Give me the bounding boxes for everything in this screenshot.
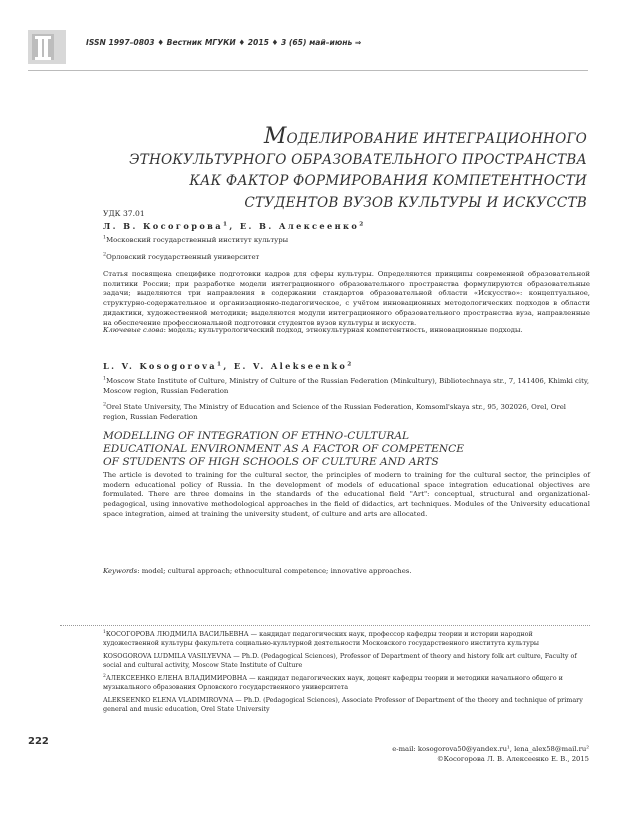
author-1: Л. В. Косогорова xyxy=(103,221,223,231)
title-en-line-1: MODELLING OF INTEGRATION OF ETHNO-CULTURAL xyxy=(103,430,410,442)
note-text: АЛЕКСЕЕНКО ЕЛЕНА ВЛАДИМИРОВНА — кандидат педагогических наук, доцент кафедры теории и методики начального общего и музыкального образования Орловского государственного университета xyxy=(103,674,563,691)
author-sep-en: , xyxy=(223,361,234,371)
note-text: КОСОГОРОВА ЛЮДМИЛА ВАСИЛЬЕВНА — кандидат педагогических наук, профессор кафедры теории и истории народной художественной культуры факультета социально-культурной деятельности Московского государственного института культуры xyxy=(103,630,540,647)
title-drop-letter: М xyxy=(263,124,287,149)
keywords-en xyxy=(103,567,590,577)
keywords-label: Ключевые слова xyxy=(103,326,164,334)
title-line-3: КАК ФАКТОР ФОРМИРОВАНИЯ КОМПЕТЕНТНОСТИ xyxy=(189,173,587,190)
keywords-ru xyxy=(103,326,590,336)
page-number: 222 xyxy=(28,736,49,747)
note-en-2 xyxy=(103,696,590,714)
authors-en xyxy=(103,362,590,372)
note-text: KOSOGOROVA LUDMILA VASILYEVNA — Ph.D. (Pedagogical Sciences), Professor of Department of theory and history folk art culture, Faculty of social and cultural activity, Moscow State Institute of Culture xyxy=(103,652,577,669)
copyright: ©Косогорова Л. В. Алексеенко Е. В., 2015 xyxy=(436,754,589,763)
affiliation-text: Orel State University, The Ministry of Education and Science of the Russian Federation, Komsoml'skaya str., 95, 302026, Orel, Orel region, Russian Federation xyxy=(103,403,567,421)
article-title-en xyxy=(103,430,590,469)
footnote-divider xyxy=(60,625,590,626)
affiliation-en-1 xyxy=(103,377,590,396)
affiliation-sup: 1 xyxy=(103,376,107,382)
affiliation-sup: 1 xyxy=(103,235,107,241)
affiliation-sup: 2 xyxy=(103,402,107,408)
author-1-en: L. V. Kosogorova xyxy=(103,361,217,371)
header-divider xyxy=(28,70,588,71)
keywords-en-text: : model; cultural approach; ethnocultural competence; innovative approaches. xyxy=(137,567,412,575)
note-sup: 1 xyxy=(103,629,106,635)
abstract-en: The article is devoted to training for the cultural sector, the principles of modern to training for the cultural sector, the principles of modern educational policy of Russia. In the development of models of educational space integration educational objectives are formulated. There are three domains in the standards of the educational field "Art": conceptual, structural and organizational-pedagogical, using innovative methodological approaches in the field of didactics, art techniques. Modules of the University educational space integration, aimed at training the university student, of culture and arts are allocated. xyxy=(103,471,590,518)
abstract-ru: Статья посвящена специфике подготовки кадров для сферы культуры. Определяются принципы современной образовательной политики России; при разработке модели интеграционного образовательного пространства формулируются образовательные задачи; выделяются три направления в содержании стандартов образовательной области «Искусство»: концептуальное, структурно-содержательное и организационно-педагогическое, с учётом инновационных методологических подходов в области дидактики, художественной методики; выделяются модули интеграционного образовательного пространства вуза, направленные на обеспечение профессиональной подготовки студентов вузов культуры и искусств. xyxy=(103,270,590,327)
affiliation-en-2 xyxy=(103,403,590,422)
running-header xyxy=(28,26,588,70)
note-en-1 xyxy=(103,652,590,670)
note-ru-1 xyxy=(103,630,590,648)
affiliation-ru-2 xyxy=(103,253,590,263)
author-1-en-sup: 1 xyxy=(216,361,224,368)
title-line-4: СТУДЕНТОВ ВУЗОВ КУЛЬТУРЫ И ИСКУССТВ xyxy=(244,194,587,211)
title-en-line-2: EDUCATIONAL ENVIRONMENT AS A FACTOR OF COMPETENCE xyxy=(103,443,465,455)
journal-line: ISSN 1997–0803 ♦ Вестник МГУКИ ♦ 2015 ♦ 3 (65) май–июнь ⇒ xyxy=(86,38,362,47)
keywords-en-label: Keywords xyxy=(103,567,138,575)
author-2-sup: 2 xyxy=(359,221,366,228)
affiliation-text: Орловский государственный университет xyxy=(106,253,260,261)
journal-logo-icon xyxy=(28,30,66,64)
article-title-ru xyxy=(127,126,587,214)
author-2-en-sup: 2 xyxy=(347,361,354,368)
contact-emails: e-mail: kosogorova50@yandex.ru¹, lena_alex58@mail.ru² xyxy=(392,745,589,753)
title-en-line-3: OF STUDENTS OF HIGH SCHOOLS OF CULTURE AND ARTS xyxy=(103,456,439,468)
keywords-text: : модель; культурологический подход, этнокультурная компетентность, инновационные подходы. xyxy=(163,326,523,334)
title-line-1: ОДЕЛИРОВАНИЕ ИНТЕГРАЦИОННОГО xyxy=(286,131,587,147)
author-sep: , xyxy=(229,221,240,231)
title-line-2: ЭТНОКУЛЬТУРНОГО ОБРАЗОВАТЕЛЬНОГО ПРОСТРАНСТВА xyxy=(129,152,587,169)
affiliation-sup: 2 xyxy=(103,252,107,258)
affiliation-text: Московский государственный институт культуры xyxy=(106,236,289,244)
note-sup: 2 xyxy=(103,673,106,679)
author-1-sup: 1 xyxy=(222,221,230,228)
authors-ru xyxy=(103,222,590,232)
affiliation-text: Moscow State Institute of Culture, Ministry of Culture of the Russian Federation (Minkultury), Bibliotechnaya str., 7, 141406, Khimki city, Moscow region, Russian Federation xyxy=(103,377,590,395)
contacts xyxy=(392,745,589,764)
author-2-en: E. V. Alekseenko xyxy=(233,361,348,371)
udk-code: УДК 37.01 xyxy=(103,209,145,218)
author-notes xyxy=(103,630,590,718)
note-ru-2 xyxy=(103,674,590,692)
note-text: ALEKSEENKO ELENA VLADIMIROVNA — Ph.D. (Pedagogical Sciences), Associate Professor of Department of the theory and technique of primary general and music education, Orel State University xyxy=(103,696,583,713)
affiliation-ru-1 xyxy=(103,236,590,246)
author-2: Е. В. Алексеенко xyxy=(239,221,360,231)
